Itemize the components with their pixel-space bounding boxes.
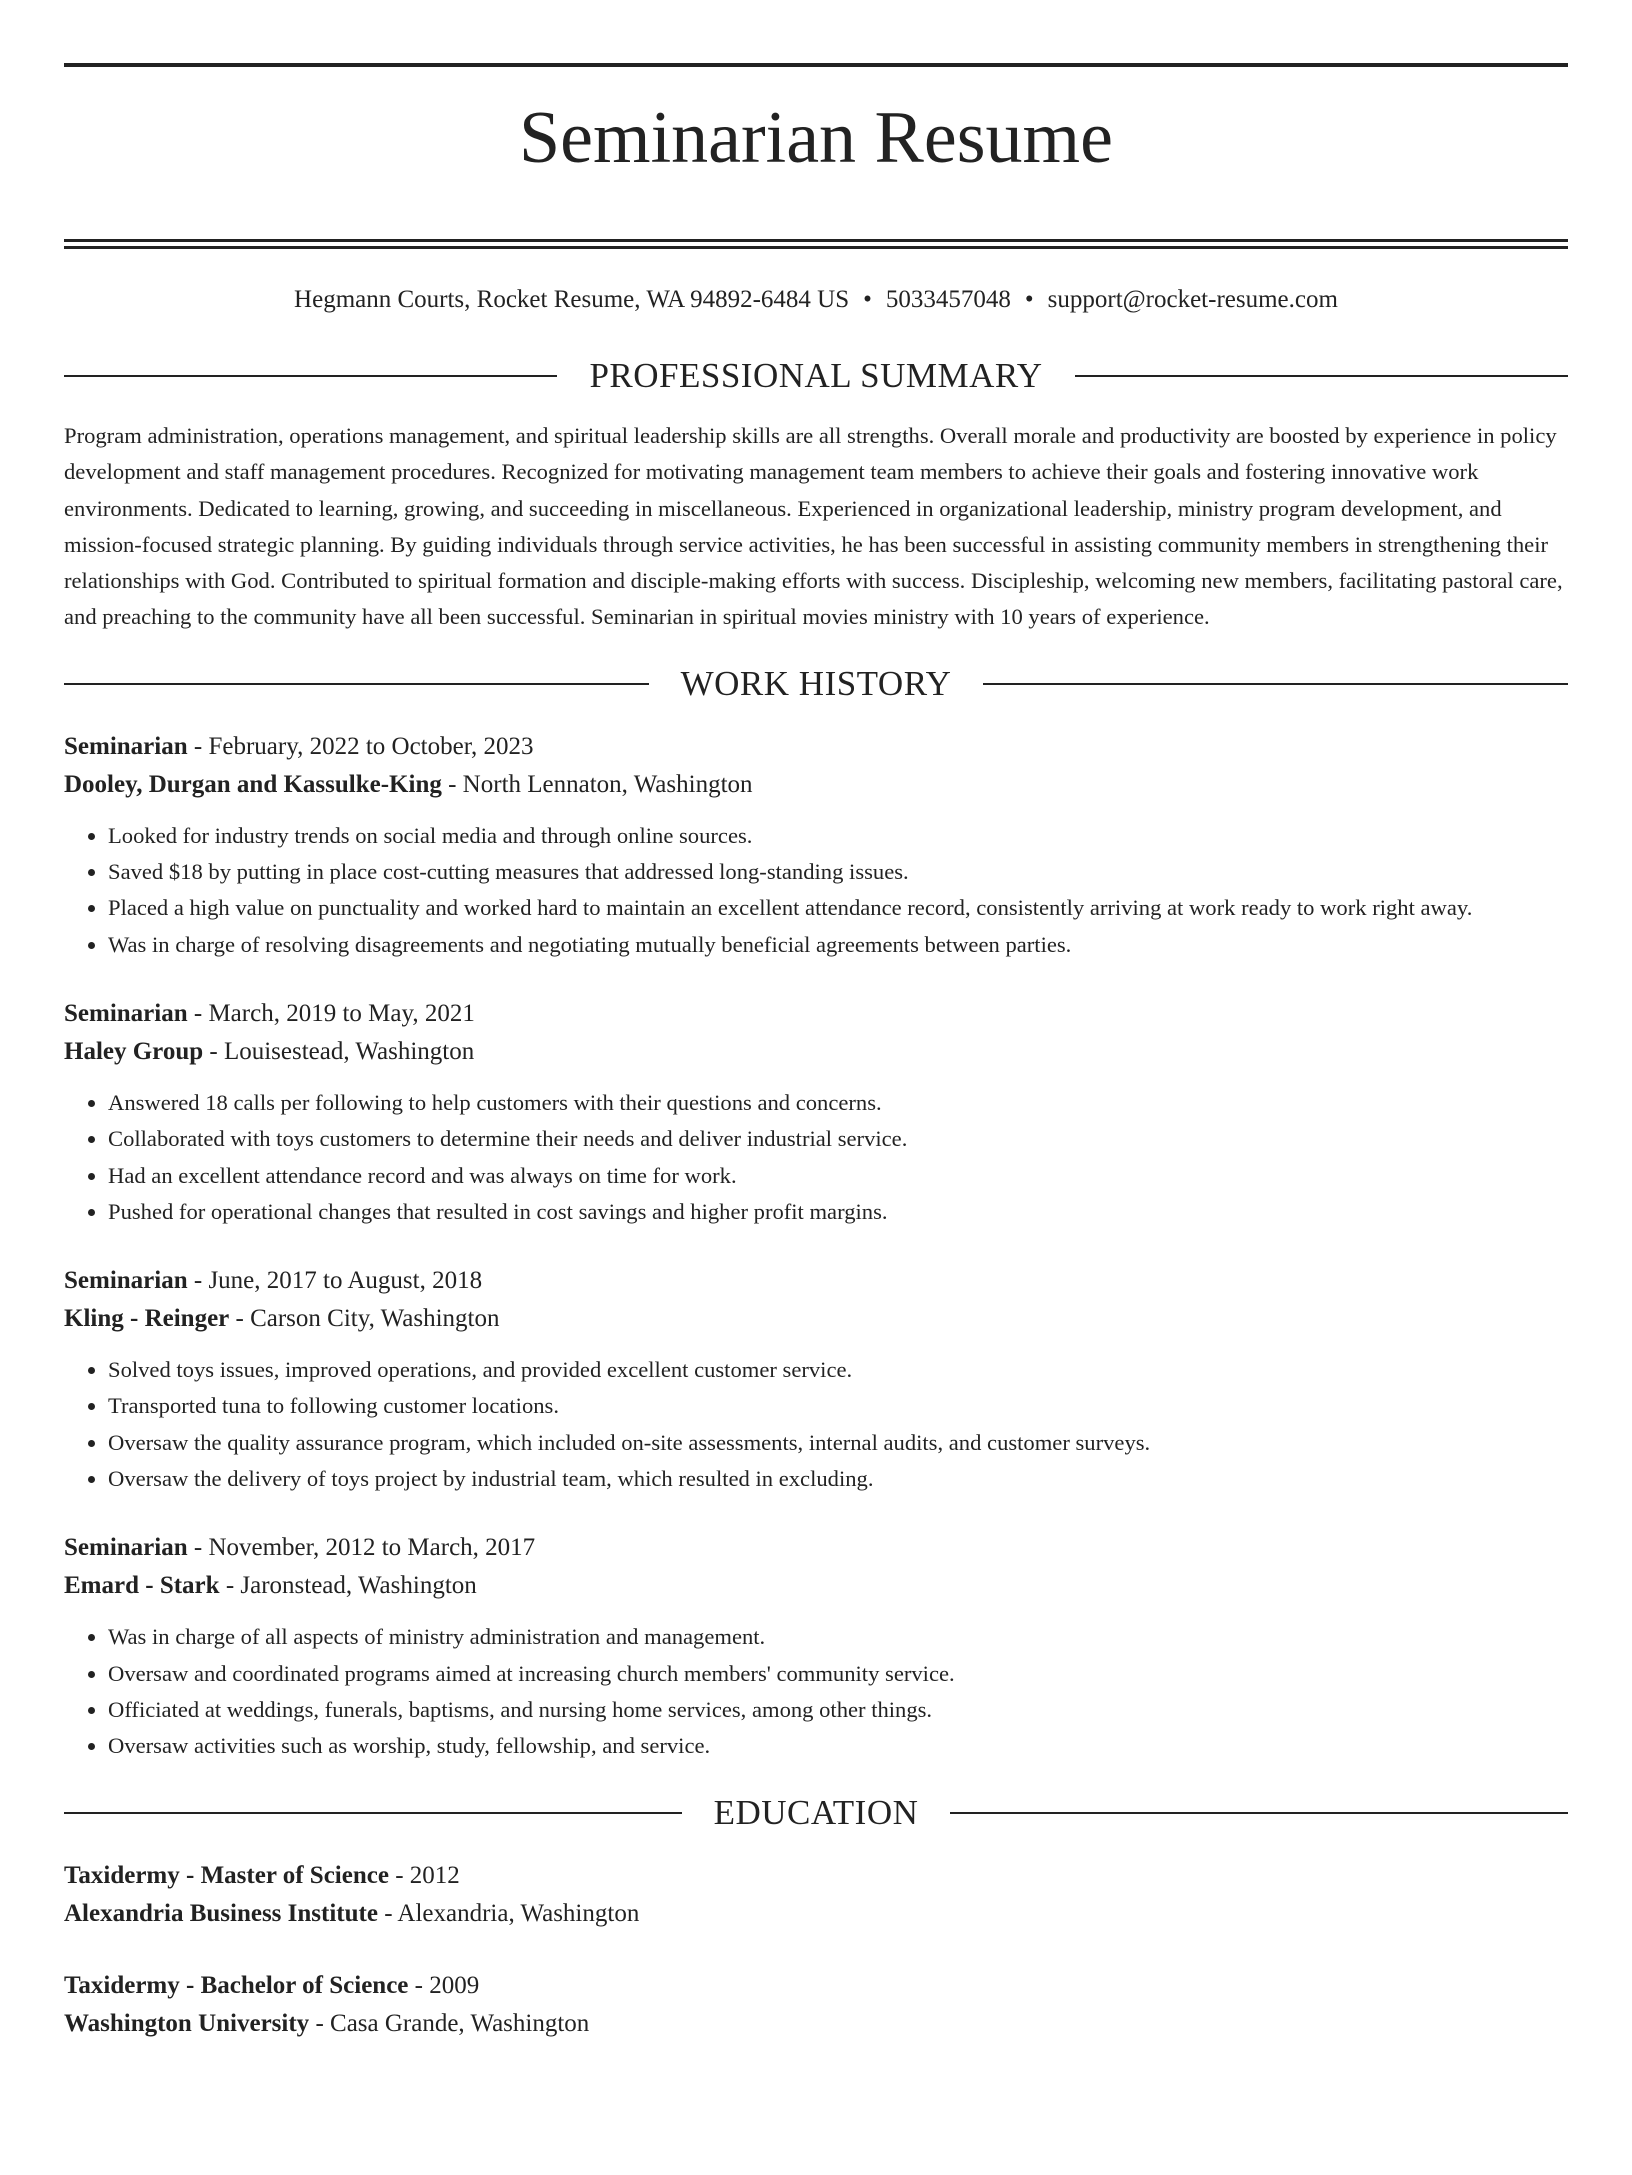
education-school: Washington University [64, 2009, 310, 2037]
contact-separator: • [1024, 286, 1034, 313]
job-bullet: • Looked for industry trends on social media and through online sources. [108, 818, 1568, 854]
job-bullet-list [64, 818, 1568, 963]
job-company-line [64, 766, 1568, 804]
summary-heading [64, 354, 1568, 398]
job-bullet: • Oversaw activities such as worship, study, fellowship, and service. [108, 1728, 1568, 1764]
heading-rule-right [983, 683, 1568, 685]
education-degree: Taxidermy - Bachelor of Science [64, 1971, 409, 1999]
heading-rule-right [950, 1812, 1568, 1814]
education-heading-label: EDUCATION [713, 1792, 919, 1832]
education-location: - Alexandria, Washington [377, 1899, 640, 1927]
job-dates: - February, 2022 to October, 2023 [187, 732, 534, 760]
job-title-line [64, 995, 1568, 1033]
job-bullet: • Oversaw the delivery of toys project by industrial team, which resulted in excluding. [108, 1461, 1568, 1497]
resume-title: Seminarian Resume [519, 97, 1113, 179]
job-entry [64, 1529, 1568, 1764]
job-bullet: • Was in charge of all aspects of ministry administration and management. [108, 1619, 1568, 1655]
education-degree: Taxidermy - Master of Science [64, 1861, 389, 1889]
summary-heading-label: PROFESSIONAL SUMMARY [589, 356, 1043, 395]
job-company: Haley Group [64, 1037, 204, 1065]
job-dates: - March, 2019 to May, 2021 [187, 999, 475, 1027]
summary-text: Program administration, operations management, and spiritual leadership skills are all strengths. Overall morale and productivity are boosted by experience in policy development and staff management procedures. Recognized for motivating management team members to achieve their goals and fostering innovative work environments. Dedicated to learning, growing, and succeeding in miscellaneous. Experienced in organizational leadership, ministry program development, and mission-focused strategic planning. By guiding individuals through service activities, he has been successful in assisting community members in strengthening their relationships with God. Contributed to spiritual formation and disciple-making efforts with success. Discipleship, welcoming new members, facilitating pastoral care, and preaching to the community have all been successful. Seminarian in spiritual movies ministry with 10 years of experience. [64, 423, 1563, 630]
job-title: Seminarian [64, 1267, 188, 1295]
education-entry [64, 1857, 1568, 1933]
job-bullet: • Was in charge of resolving disagreements and negotiating mutually beneficial agreements between parties. [108, 927, 1568, 963]
education-year: - 2009 [408, 1971, 480, 1999]
job-location: - Louisestead, Washington [203, 1037, 475, 1065]
job-title-line [64, 728, 1568, 766]
contact-phone: 5033457048 [885, 286, 1011, 313]
resume-page [0, 63, 1632, 2175]
contact-separator: • [863, 286, 872, 313]
job-bullet: • Had an excellent attendance record and was always on time for work. [108, 1158, 1568, 1194]
job-location: - North Lennaton, Washington [441, 770, 753, 798]
job-company-line [64, 1033, 1568, 1071]
contact-address: Hegmann Courts, Rocket Resume, WA 94892-6484 US [294, 286, 850, 313]
heading-rule-left [64, 1812, 682, 1814]
job-bullet: • Solved toys issues, improved operations, and provided excellent customer service. [108, 1352, 1568, 1388]
contact-line [64, 282, 1568, 318]
heading-rule-right [1075, 375, 1568, 377]
job-title-line [64, 1529, 1568, 1567]
job-bullet-list [64, 1619, 1568, 1764]
heading-rule-left [64, 375, 557, 377]
job-title: Seminarian [64, 999, 188, 1027]
job-entry [64, 995, 1568, 1230]
work-history-heading [64, 662, 1568, 706]
job-company: Kling - Reinger [64, 1305, 230, 1333]
education-school-line [64, 2005, 1568, 2043]
job-title-line [64, 1262, 1568, 1300]
education-school-line [64, 1895, 1568, 1933]
job-bullet: • Officiated at weddings, funerals, baptisms, and nursing home services, among other things. [108, 1692, 1568, 1728]
job-bullet: • Collaborated with toys customers to determine their needs and deliver industrial service. [108, 1121, 1568, 1157]
job-dates: - November, 2012 to March, 2017 [187, 1534, 536, 1562]
heading-rule-left [64, 683, 649, 685]
education-heading [64, 1791, 1568, 1835]
job-bullet-list [64, 1352, 1568, 1497]
contact-email: support@rocket-resume.com [1047, 286, 1338, 313]
job-location: - Carson City, Washington [229, 1305, 500, 1333]
education-school: Alexandria Business Institute [64, 1899, 378, 1927]
education-degree-line [64, 1967, 1568, 2005]
job-bullet: • Placed a high value on punctuality and worked hard to maintain an excellent attendance record, consistently arriving at work ready to work right away. [108, 890, 1568, 926]
job-bullet: • Oversaw and coordinated programs aimed at increasing church members' community service. [108, 1656, 1568, 1692]
job-company-line [64, 1567, 1568, 1605]
education-degree-line [64, 1857, 1568, 1895]
job-bullet: • Transported tuna to following customer locations. [108, 1388, 1568, 1424]
job-bullet: • Saved $18 by putting in place cost-cutting measures that addressed long-standing issues. [108, 854, 1568, 890]
job-title: Seminarian [64, 1534, 188, 1562]
job-location: - Jaronstead, Washington [219, 1572, 477, 1600]
education-year: - 2012 [388, 1861, 460, 1889]
job-company-line [64, 1300, 1568, 1338]
job-dates: - June, 2017 to August, 2018 [187, 1267, 483, 1295]
education-entry [64, 1967, 1568, 2043]
work-history-heading-label: WORK HISTORY [680, 663, 952, 703]
job-entry [64, 728, 1568, 963]
job-bullet: • Oversaw the quality assurance program, which included on-site assessments, internal audits, and customer surveys. [108, 1425, 1568, 1461]
job-bullet-list [64, 1085, 1568, 1230]
job-entry [64, 1262, 1568, 1497]
job-title: Seminarian [64, 732, 188, 760]
job-bullet: • Answered 18 calls per following to help customers with their questions and concerns. [108, 1085, 1568, 1121]
job-company: Emard - Stark [64, 1572, 220, 1600]
job-bullet: • Pushed for operational changes that resulted in cost savings and higher profit margins. [108, 1194, 1568, 1230]
title-double-rule [64, 239, 1568, 249]
job-company: Dooley, Durgan and Kassulke-King [64, 770, 442, 798]
education-location: - Casa Grande, Washington [309, 2009, 590, 2037]
